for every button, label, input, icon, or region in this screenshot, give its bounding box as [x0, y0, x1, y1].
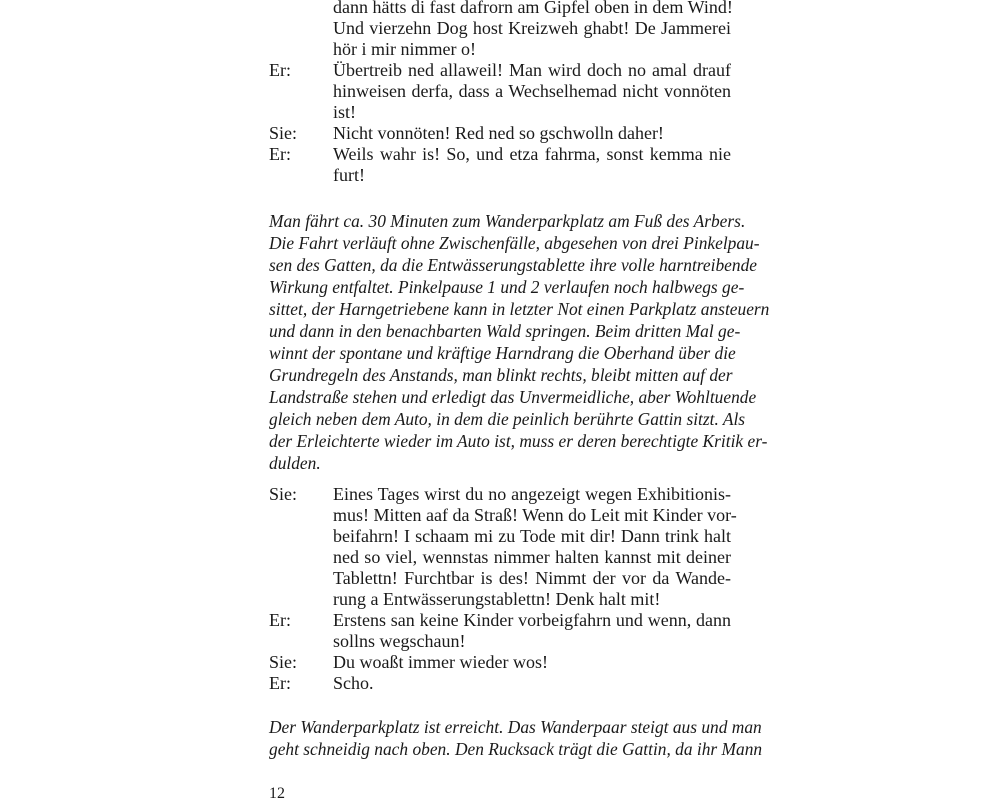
- dialogue-mid: [269, 484, 737, 694]
- speech-line: ned so viel, wennstas nimmer halten kannst mit deiner: [333, 547, 731, 567]
- dialogue-turn: [269, 144, 731, 186]
- speech-line: Tablettn! Furchtbar is des! Nimmt der vor da Wande-: [333, 568, 731, 588]
- speaker-label: Er:: [269, 673, 291, 693]
- book-page: [269, 0, 770, 802]
- speaker-label: Sie:: [269, 123, 298, 143]
- speech-line: Erstens san keine Kinder vorbeigfahrn und wenn, dann: [333, 610, 731, 630]
- dialogue-turn: [269, 0, 731, 60]
- speech-line: hinweisen derfa, dass a Wechselhemad nicht vonnöten: [333, 81, 731, 101]
- narrative-line: Wirkung entfaltet. Pinkelpause 1 und 2 verlaufen noch halbwegs ge-: [269, 277, 745, 297]
- speaker-label: Sie:: [269, 652, 298, 672]
- narrative-line: gleich neben dem Auto, in dem die peinlich berührte Gattin sitzt. Als: [269, 409, 746, 429]
- narrative-line: sen des Gatten, da die Entwässerungstablette ihre volle harntreibende: [269, 255, 757, 275]
- speaker-label: Er:: [269, 144, 291, 164]
- dialogue-turn: [269, 484, 737, 610]
- narrative-line: Man fährt ca. 30 Minuten zum Wanderparkplatz am Fuß des Arbers.: [269, 211, 746, 231]
- speech-line: mus! Mitten aaf da Straß! Wenn do Leit mit Kinder vor-: [333, 505, 737, 525]
- speech-text: [333, 652, 731, 673]
- speech-line: hör i mir nimmer o!: [333, 39, 476, 59]
- dialogue-turn: [269, 610, 731, 652]
- speech-line: Scho.: [333, 673, 374, 693]
- narrative-line: geht schneidig nach oben. Den Rucksack trägt die Gattin, da ihr Mann: [269, 739, 763, 759]
- dialogue-turn: [269, 123, 731, 144]
- speech-line: furt!: [333, 165, 365, 185]
- narrative-line: Landstraße stehen und erledigt das Unvermeidliche, aber Wohltuende: [269, 387, 757, 407]
- speaker-label: Sie:: [269, 484, 298, 504]
- narrative-line: sittet, der Harngetriebene kann in letzter Not einen Parkplatz ansteuern: [269, 299, 770, 319]
- speech-text: [333, 0, 731, 60]
- dialogue-turn: [269, 60, 731, 123]
- speech-line: beifahrn! I schaam mi zu Tode mit dir! Dann trink halt: [333, 526, 731, 546]
- speaker-label: Er:: [269, 60, 291, 80]
- stage-direction-paragraph: [269, 716, 763, 760]
- speech-line: Nicht vonnöten! Red ned so gschwolln daher!: [333, 123, 664, 143]
- speech-line: dann hätts di fast dafrorn am Gipfel oben in dem Wind!: [333, 0, 733, 17]
- speaker-label: Er:: [269, 610, 291, 630]
- page-number: 12: [269, 785, 285, 802]
- speech-text: [333, 610, 731, 652]
- speech-text: [333, 673, 731, 694]
- speech-line: sollns wegschaun!: [333, 631, 466, 651]
- narrative-line: Der Wanderparkplatz ist erreicht. Das Wanderpaar steigt aus und man: [269, 717, 762, 737]
- narrative-line: winnt der spontane und kräftige Harndrang die Oberhand über die: [269, 343, 736, 363]
- speech-line: Übertreib ned allaweil! Man wird doch no amal drauf: [333, 60, 731, 80]
- speech-line: Und vierzehn Dog host Kreizweh ghabt! De Jammerei: [333, 18, 731, 38]
- speech-text: [333, 144, 731, 186]
- speech-line: Du woaßt immer wieder wos!: [333, 652, 548, 672]
- narrative-line: der Erleichterte wieder im Auto ist, muss er deren berechtigte Kritik er-: [269, 431, 768, 451]
- narrative-line: dulden.: [269, 453, 321, 473]
- speech-text: [333, 123, 731, 144]
- narrative-line: und dann in den benachbarten Wald springen. Beim dritten Mal ge-: [269, 321, 741, 341]
- stage-direction-paragraph: [269, 210, 770, 474]
- speech-line: rung a Entwässerungstablettn! Denk halt mit!: [333, 589, 661, 609]
- speech-line: Eines Tages wirst du no angezeigt wegen Exhibitionis-: [333, 484, 731, 504]
- narrative-line: Die Fahrt verläuft ohne Zwischenfälle, abgesehen von drei Pinkelpau-: [269, 233, 760, 253]
- speech-text: [333, 60, 731, 123]
- narrative-line: Grundregeln des Anstands, man blinkt rechts, bleibt mitten auf der: [269, 365, 733, 385]
- speech-line: Weils wahr is! So, und etza fahrma, sonst kemma nie: [333, 144, 731, 164]
- dialogue-turn: [269, 652, 731, 673]
- speech-line: ist!: [333, 102, 357, 122]
- dialogue-top: [269, 0, 731, 186]
- dialogue-turn: [269, 673, 731, 694]
- speech-text: [333, 484, 737, 610]
